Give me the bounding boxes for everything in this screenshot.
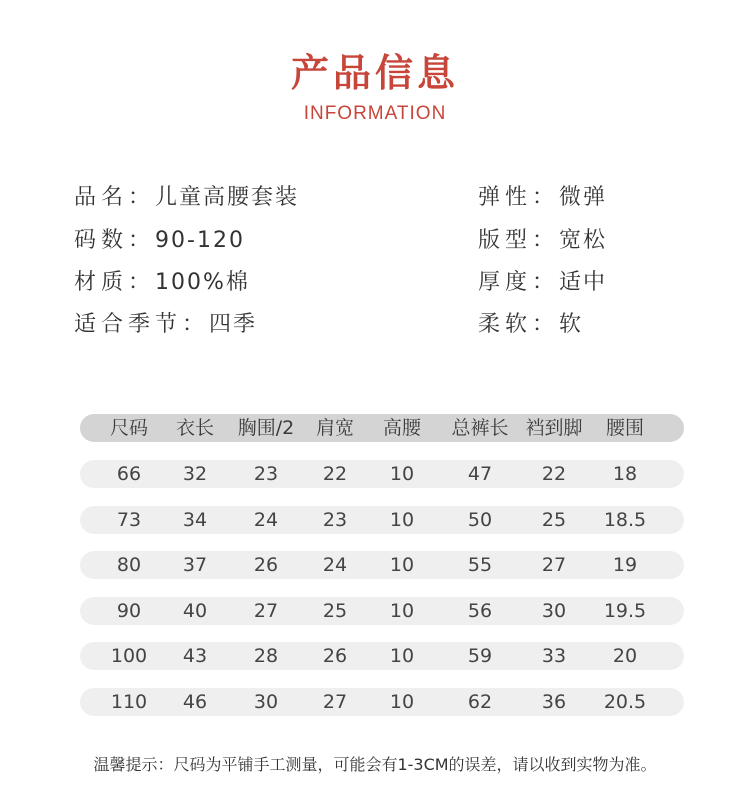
table-cell: 73 <box>116 509 142 531</box>
table-row <box>80 688 684 716</box>
table-cell: 62 <box>467 691 493 713</box>
table-cell: 10 <box>389 509 415 531</box>
table-cell: 24 <box>253 509 279 531</box>
table-cell: 18 <box>612 463 638 485</box>
table-cell: 110 <box>110 691 148 713</box>
info-key: 柔软： <box>478 312 560 337</box>
measurement-note: 温馨提示：尺码为平铺手工测量，可能会有1-3CM的误差，请以收到实物为准。 <box>93 755 657 774</box>
info-key: 弹性： <box>478 185 560 210</box>
table-cell: 46 <box>182 691 208 713</box>
info-key: 码数： <box>74 228 156 253</box>
table-cell: 24 <box>322 554 348 576</box>
table-cell: 55 <box>467 554 493 576</box>
table-cell: 26 <box>253 554 279 576</box>
info-value: 软 <box>559 312 584 337</box>
table-cell: 33 <box>541 645 567 667</box>
table-cell: 10 <box>389 691 415 713</box>
info-item-sizes <box>74 223 245 254</box>
table-cell: 27 <box>322 691 348 713</box>
table-cell: 22 <box>541 463 567 485</box>
table-cell: 59 <box>467 645 493 667</box>
table-cell: 25 <box>322 600 348 622</box>
info-key: 版型： <box>478 228 560 253</box>
table-cell: 10 <box>389 645 415 667</box>
table-cell: 66 <box>116 463 142 485</box>
table-cell: 37 <box>182 554 208 576</box>
page-title: 产品信息 <box>290 51 459 95</box>
info-item-material <box>74 265 250 296</box>
table-cell: 34 <box>182 509 208 531</box>
info-item-elasticity <box>478 180 607 211</box>
table-cell: 20 <box>612 645 638 667</box>
table-cell: 23 <box>322 509 348 531</box>
table-cell: 40 <box>182 600 208 622</box>
table-cell: 32 <box>182 463 208 485</box>
table-cell: 50 <box>467 509 493 531</box>
header-cell: 高腰 <box>382 417 421 439</box>
table-row <box>80 506 684 534</box>
table-cell: 27 <box>253 600 279 622</box>
info-item-fit <box>478 223 607 254</box>
table-cell: 19 <box>612 554 638 576</box>
table-row <box>80 642 684 670</box>
header-cell: 裆到脚 <box>525 417 583 439</box>
table-cell: 56 <box>467 600 493 622</box>
page-subtitle: INFORMATION <box>303 103 447 124</box>
table-cell: 20.5 <box>603 691 647 713</box>
table-cell: 27 <box>541 554 567 576</box>
table-cell: 30 <box>253 691 279 713</box>
header-cell: 总裤长 <box>451 417 509 439</box>
table-header-row <box>80 414 684 442</box>
table-cell: 19.5 <box>603 600 647 622</box>
info-value: 儿童高腰套装 <box>155 185 300 210</box>
info-key: 适合季节： <box>74 312 210 337</box>
info-item-softness <box>478 307 583 338</box>
info-value: 四季 <box>209 312 258 337</box>
header-cell: 衣长 <box>175 417 214 439</box>
table-cell: 22 <box>322 463 348 485</box>
table-cell: 18.5 <box>603 509 647 531</box>
table-row <box>80 597 684 625</box>
header-cell: 肩宽 <box>315 417 354 439</box>
table-cell: 90 <box>116 600 142 622</box>
header-cell: 尺码 <box>109 417 148 439</box>
table-cell: 23 <box>253 463 279 485</box>
info-value: 90-120 <box>155 228 245 253</box>
info-value: 宽松 <box>559 228 608 253</box>
table-cell: 80 <box>116 554 142 576</box>
table-cell: 100 <box>110 645 148 667</box>
header-cell: 胸围/2 <box>237 417 295 439</box>
header-cell: 腰围 <box>605 417 644 439</box>
table-cell: 47 <box>467 463 493 485</box>
table-cell: 28 <box>253 645 279 667</box>
info-item-name <box>74 180 299 211</box>
table-cell: 25 <box>541 509 567 531</box>
info-value: 适中 <box>559 270 608 295</box>
table-cell: 43 <box>182 645 208 667</box>
table-row <box>80 460 684 488</box>
info-key: 品名： <box>74 185 156 210</box>
table-cell: 26 <box>322 645 348 667</box>
info-value: 100%棉 <box>155 270 250 295</box>
table-cell: 10 <box>389 600 415 622</box>
table-cell: 10 <box>389 554 415 576</box>
info-key: 材质： <box>74 270 156 295</box>
info-key: 厚度： <box>478 270 560 295</box>
table-cell: 36 <box>541 691 567 713</box>
info-item-season <box>74 307 257 338</box>
table-cell: 10 <box>389 463 415 485</box>
info-item-thickness <box>478 265 607 296</box>
info-value: 微弹 <box>559 185 608 210</box>
table-row <box>80 551 684 579</box>
table-cell: 30 <box>541 600 567 622</box>
